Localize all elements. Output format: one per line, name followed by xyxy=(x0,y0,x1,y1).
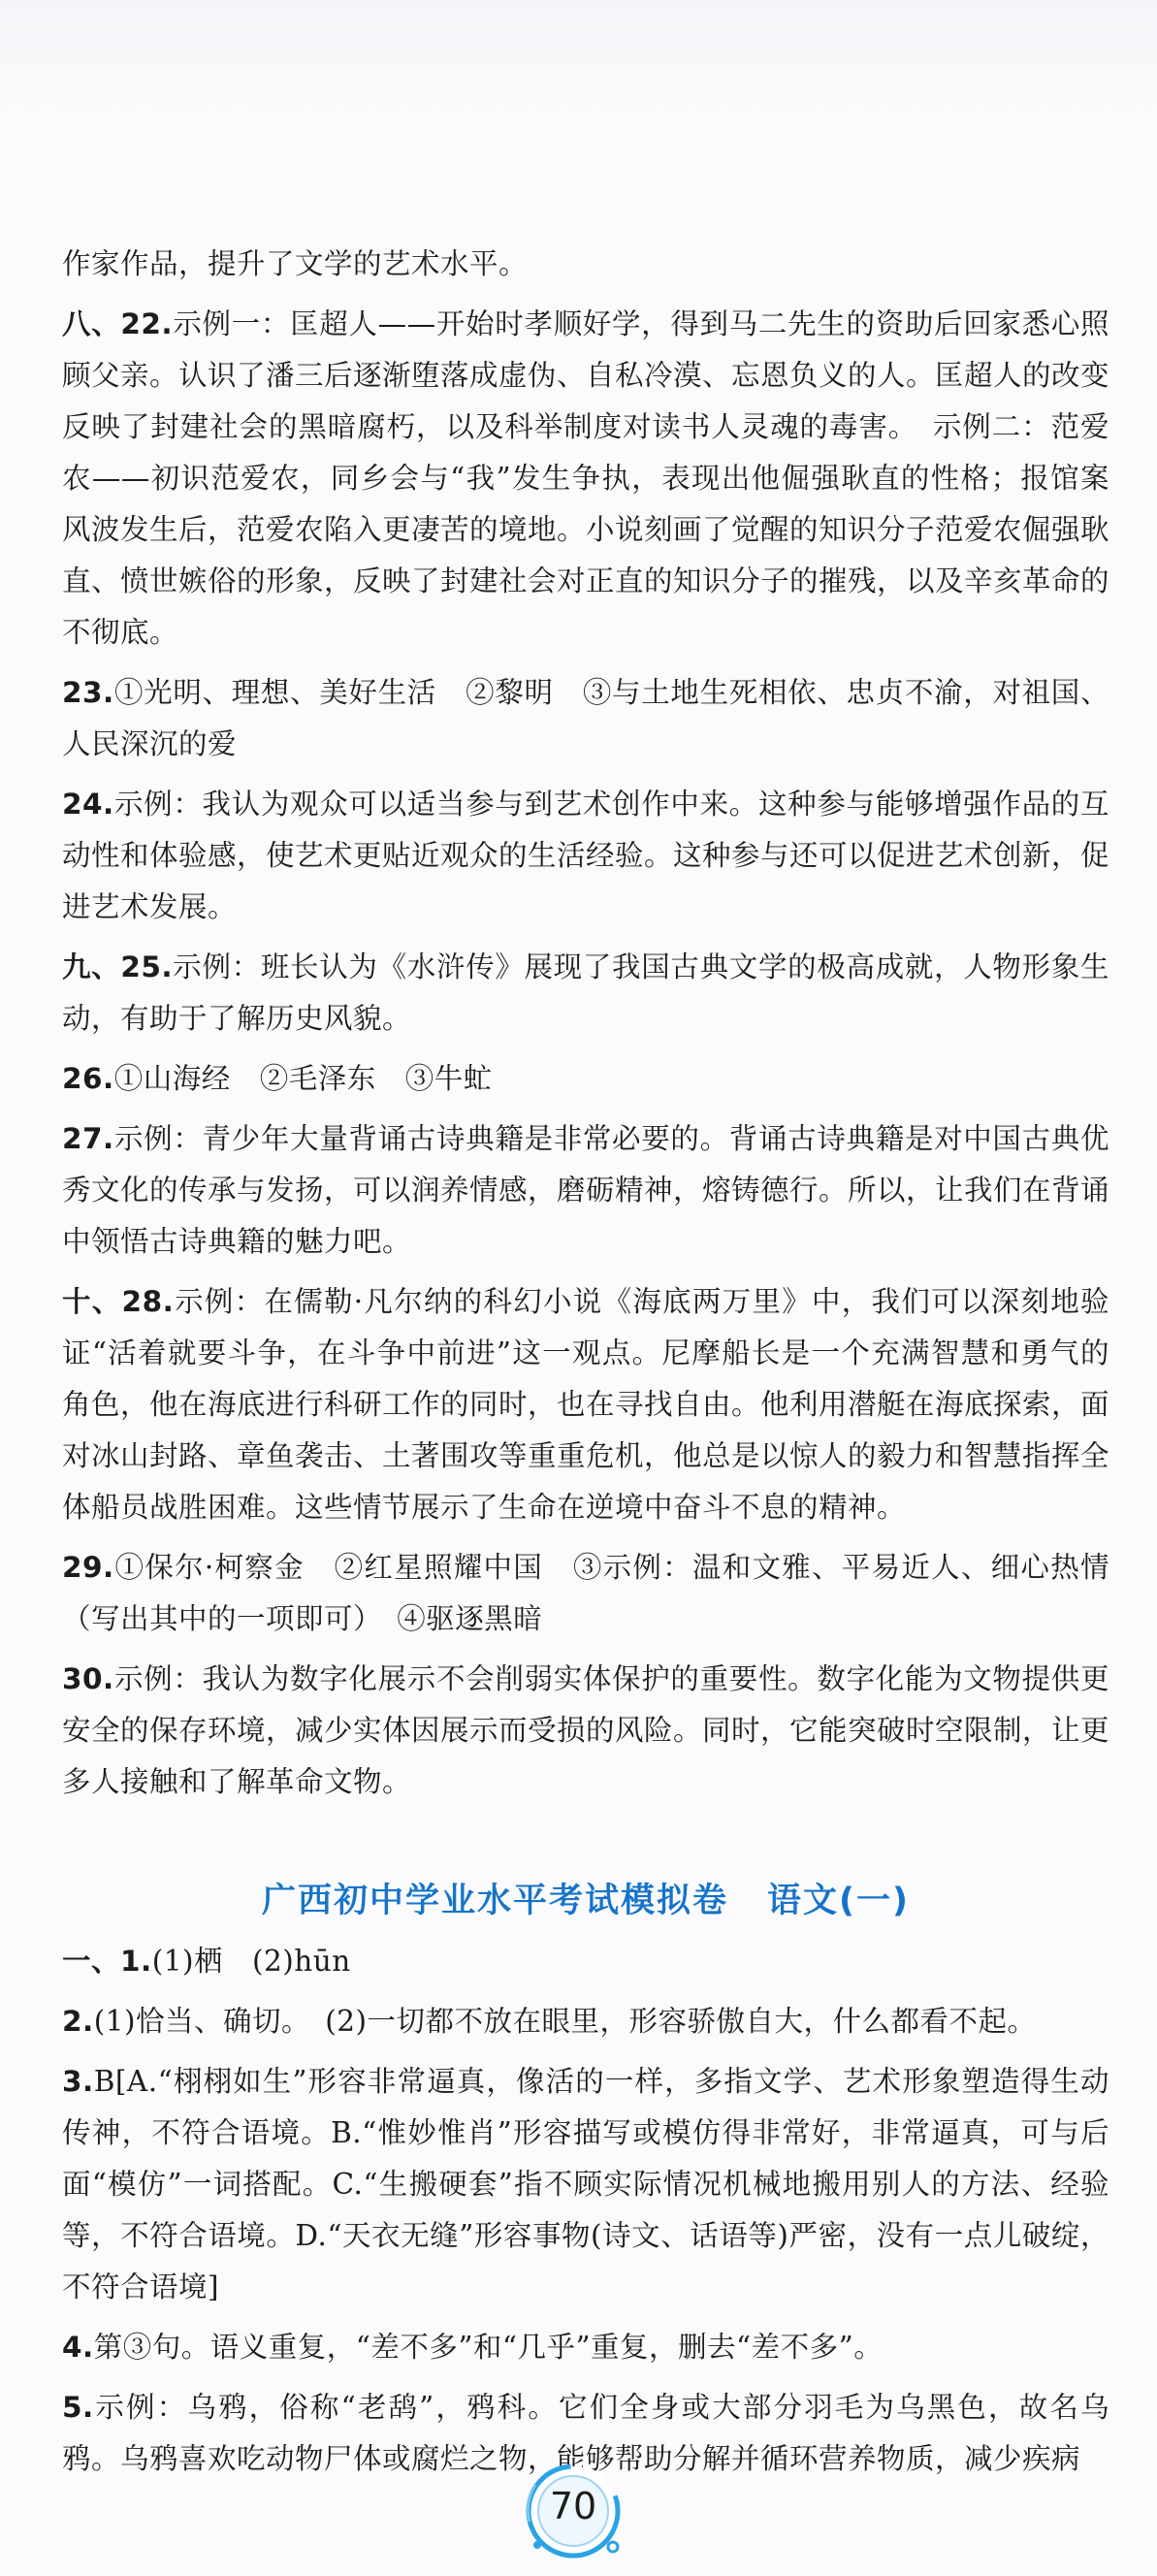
answers-block-previous-exam xyxy=(62,239,1109,1808)
answers-block-mock-exam-1 xyxy=(62,1936,1109,2485)
answer-text: (1)栖 (2)hūn xyxy=(151,1945,351,1978)
answer-paragraph xyxy=(62,1276,1109,1533)
answer-text: 示例：我认为数字化展示不会削弱实体保护的重要性。数字化能为文物提供更安全的保存环境，减少实体因展示而受损的风险。同时，它能突破时空限制，让更多人接触和了解革命文物。 xyxy=(62,1662,1110,1798)
answer-paragraph xyxy=(62,2322,1109,2373)
page-number: 70 xyxy=(549,2485,597,2528)
answer-text: 作家作品，提升了文学的艺术水平。 xyxy=(62,247,529,280)
answer-text: (1)恰当、确切。 (2)一切都不放在眼里，形容骄傲自大，什么都看不起。 xyxy=(93,2005,1037,2038)
question-number: 23. xyxy=(62,676,114,709)
answer-text: 示例一：匡超人——开始时孝顺好学，得到马二先生的资助后回家悉心照顾父亲。认识了潘三后逐渐堕落成虚伪、自私冷漠、忘恩负义的人。匡超人的改变反映了封建社会的黑暗腐朽，以及科举制度对读书人灵魂的毒害。 示例二：范爱农——初识范爱农，同乡会与“我”发生争执，表现出他倔强耿直的性格；报馆案风波发生后，范爱农陷入更凄苦的境地。小说刻画了觉醒的知识分子范爱农倔强耿直、愤世嫉俗的形象，反映了封建社会对正直的知识分子的摧残，以及辛亥革命的不彻底。 xyxy=(62,307,1110,649)
question-number: 24. xyxy=(62,788,114,821)
answer-paragraph xyxy=(62,2056,1109,2313)
question-number: 27. xyxy=(62,1122,114,1155)
answer-paragraph xyxy=(62,942,1109,1045)
question-number: 30. xyxy=(62,1662,114,1695)
answer-paragraph xyxy=(62,1542,1109,1645)
answer-paragraph xyxy=(62,779,1109,933)
exam-title: 广西初中学业水平考试模拟卷 xyxy=(261,1882,728,1920)
exam-subject: 语文(一) xyxy=(767,1882,910,1920)
answer-text: 示例：乌鸦，俗称“老鸹”，鸦科。它们全身或大部分羽毛为乌黑色，故名乌鸦。乌鸦喜欢吃动物尸体或腐烂之物，能够帮助分解并循环营养物质，减少疾病 xyxy=(62,2391,1109,2475)
answer-text: 示例：班长认为《水浒传》展现了我国古典文学的极高成就，人物形象生动，有助于了解历史风貌。 xyxy=(62,950,1109,1035)
question-number: 4. xyxy=(62,2331,94,2364)
answer-paragraph xyxy=(62,667,1109,770)
answer-paragraph xyxy=(62,239,1109,290)
answer-paragraph xyxy=(62,1996,1109,2047)
answer-text: ①光明、理想、美好生活 ②黎明 ③与土地生死相依、忠贞不渝，对祖国、人民深沉的爱 xyxy=(62,676,1109,760)
question-number: 十、28. xyxy=(62,1285,175,1318)
section-title xyxy=(62,1880,1109,1922)
answer-paragraph xyxy=(62,1053,1109,1105)
question-number: 九、25. xyxy=(62,950,174,983)
answer-paragraph xyxy=(62,1113,1109,1268)
question-number: 八、22. xyxy=(62,307,174,340)
answer-paragraph xyxy=(62,1654,1109,1808)
answer-paragraph xyxy=(62,1936,1109,1987)
answer-text: 示例：我认为观众可以适当参与到艺术创作中来。这种参与能够增强作品的互动性和体验感，使艺术更贴近观众的生活经验。这种参与还可以促进艺术创新，促进艺术发展。 xyxy=(62,788,1110,923)
question-number: 29. xyxy=(62,1551,114,1584)
page-top-margin xyxy=(0,0,1157,116)
answer-text: ①保尔·柯察金 ②红星照耀中国 ③示例：温和文雅、平易近人、细心热情（写出其中的一项即可） ④驱逐黑暗 xyxy=(62,1551,1109,1635)
question-number: 26. xyxy=(62,1062,114,1095)
answer-text: B[A.“栩栩如生”形容非常逼真，像活的一样，多指文学、艺术形象塑造得生动传神，不符合语境。B.“惟妙惟肖”形容描写或模仿得非常好，非常逼真，可与后面“模仿”一词搭配。C.“生搬硬套”指不顾实际情况机械地搬用别人的方法、经验等，不符合语境。D.“天衣无缝”形容事物(诗文、话语等)严密，没有一点儿破绽，不符合语境] xyxy=(62,2065,1109,2303)
question-number: 5. xyxy=(62,2391,94,2424)
page-number-badge xyxy=(516,2454,630,2568)
answer-text: 示例：在儒勒·凡尔纳的科幻小说《海底两万里》中，我们可以深刻地验证“活着就要斗争，在斗争中前进”这一观点。尼摩船长是一个充满智慧和勇气的角色，他在海底进行科研工作的同时，也在寻找自由。他利用潜艇在海底探索，面对冰山封路、章鱼袭击、土著围攻等重重危机，他总是以惊人的毅力和智慧指挥全体船员战胜困难。这些情节展示了生命在逆境中奋斗不息的精神。 xyxy=(62,1285,1110,1524)
answer-paragraph xyxy=(62,299,1109,659)
question-number: 一、1. xyxy=(62,1945,152,1978)
answer-text: 示例：青少年大量背诵古诗典籍是非常必要的。背诵古诗典籍是对中国古典优秀文化的传承与发扬，可以润养情感，磨砺精神，熔铸德行。所以，让我们在背诵中领悟古诗典籍的魅力吧。 xyxy=(62,1122,1110,1258)
question-number: 2. xyxy=(62,2005,94,2038)
answer-text: ①山海经 ②毛泽东 ③牛虻 xyxy=(113,1062,493,1095)
answer-text: 第③句。语义重复，“差不多”和“几乎”重复，删去“差不多”。 xyxy=(93,2331,884,2364)
answer-content xyxy=(62,239,1109,2494)
question-number: 3. xyxy=(62,2065,94,2098)
